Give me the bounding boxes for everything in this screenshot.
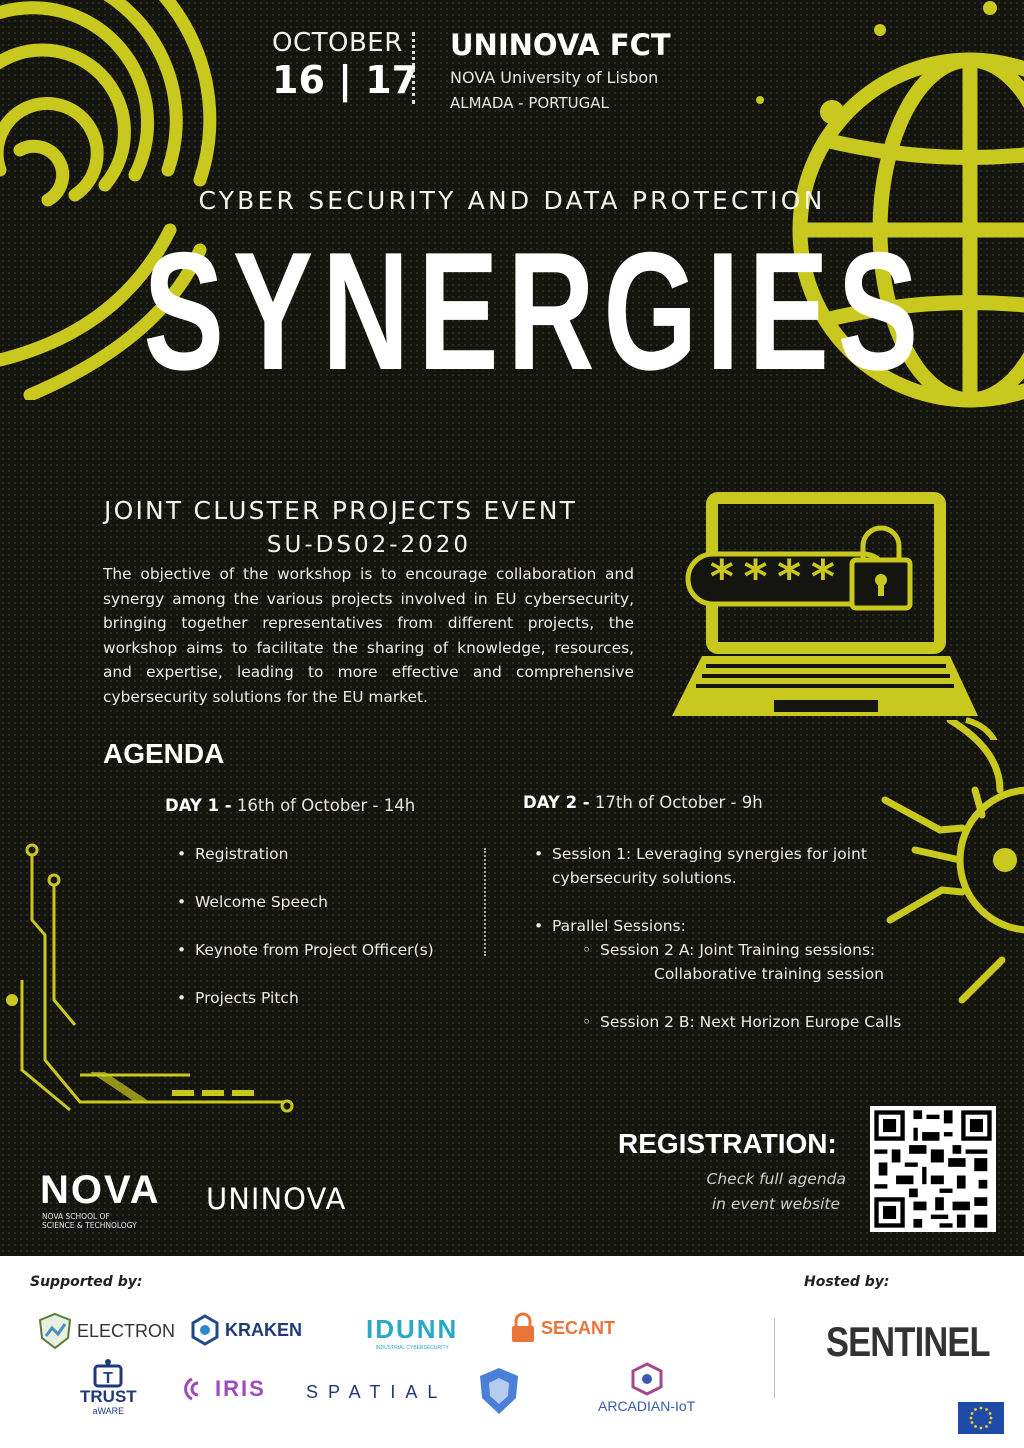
nova-logo-subtitle: SCIENCE & TECHNOLOGY <box>42 1221 137 1230</box>
sponsors-footer <box>0 1256 1024 1448</box>
day2-list <box>532 842 912 1034</box>
idunn-logo: IDUNN INDUSTRIAL CYBERSECURITY <box>366 1314 459 1351</box>
shield-project-logo <box>474 1364 524 1424</box>
list-item <box>532 914 912 1034</box>
date-divider <box>412 32 415 104</box>
event-topic: CYBER SECURITY AND DATA PROTECTION <box>198 186 826 215</box>
nova-logo: NOVA <box>40 1168 161 1212</box>
qr-code[interactable] <box>870 1106 996 1232</box>
shield-icon <box>38 1312 72 1350</box>
registration-note-line2: in event website <box>711 1195 840 1213</box>
agenda-divider <box>484 848 486 956</box>
registration-note-line1: Check full agenda <box>706 1170 846 1188</box>
venue-university: NOVA University of Lisbon <box>450 68 659 87</box>
trust-aware-logo: T TRUST aWARE <box>80 1358 137 1416</box>
day1-when: 16th of October - 14h <box>236 796 416 815</box>
registration-heading: REGISTRATION: <box>618 1128 837 1159</box>
parallel-sessions-label: Parallel Sessions: <box>552 917 686 935</box>
session2a-detail: Collaborative training session <box>654 965 884 983</box>
day2-when: 17th of October - 9h <box>594 793 763 812</box>
trust-icon <box>91 1358 125 1388</box>
arcadian-icon <box>631 1362 663 1396</box>
svg-text:T: T <box>103 1370 114 1387</box>
supported-by-label: Supported by: <box>30 1274 143 1290</box>
event-heading: JOINT CLUSTER PROJECTS EVENT <box>104 496 578 525</box>
list-item: • Registration <box>175 845 434 893</box>
venue-location: ALMADA - PORTUGAL <box>450 94 609 112</box>
nova-logo-subtitle: NOVA SCHOOL OF <box>42 1212 110 1221</box>
arcadian-iot-logo: ARCADIAN-IoT <box>598 1362 695 1414</box>
uninova-logo: UNINOVA <box>206 1182 347 1216</box>
day1-label: DAY 1 - <box>165 796 232 815</box>
list-item: • Projects Pitch <box>175 989 434 1037</box>
secant-logo: SECANT <box>510 1312 615 1344</box>
list-item: • Welcome Speech <box>175 893 434 941</box>
hosted-by-label: Hosted by: <box>804 1274 890 1290</box>
circuit-icon <box>0 840 300 1120</box>
day1-header <box>165 796 415 815</box>
eu-flag-icon <box>958 1402 1004 1434</box>
spatial-logo: SPATIAL <box>306 1382 448 1402</box>
venue-name: UNINOVA FCT <box>450 28 671 62</box>
iris-icon <box>184 1376 210 1402</box>
sentinel-logo: SENTINEL <box>826 1318 990 1365</box>
session2a-title: Session 2 A: Joint Training sessions: <box>600 941 876 959</box>
password-mask: **** <box>708 550 843 604</box>
kraken-icon <box>190 1314 220 1346</box>
agenda-heading: AGENDA <box>103 738 225 769</box>
iris-logo: IRIS <box>184 1376 266 1402</box>
list-item: • Keynote from Project Officer(s) <box>175 941 434 989</box>
event-title: SYNERGIES <box>143 217 927 405</box>
shield-icon <box>474 1364 524 1424</box>
kraken-logo: KRAKEN <box>190 1314 302 1346</box>
day2-header <box>523 793 763 812</box>
day2-label: DAY 2 - <box>523 793 590 812</box>
event-days: 16 | 17 <box>272 58 419 102</box>
event-month: OCTOBER <box>272 28 403 58</box>
list-item <box>552 938 912 986</box>
electron-logo: ELECTRON <box>38 1312 175 1350</box>
event-description: The objective of the workshop is to encourage collaboration and synergy among the various projects involved in EU cybersecurity, bringing together representatives from different projects, the workshop aims to facilitate the sharing of knowledge, resources, and expertise, leading to more effective and comprehensive cybersecurity solutions for the EU market. <box>103 565 634 706</box>
parallel-sessions-list <box>552 938 912 1034</box>
list-item: • Session 1: Leveraging synergies for joint cybersecurity solutions. <box>532 842 912 914</box>
lock-icon <box>510 1312 536 1344</box>
list-item: ◦ Session 2 B: Next Horizon Europe Calls <box>552 1010 912 1034</box>
laptop-password-icon <box>666 488 1024 740</box>
event-code: SU-DS02-2020 <box>266 532 472 558</box>
footer-divider <box>774 1318 775 1398</box>
